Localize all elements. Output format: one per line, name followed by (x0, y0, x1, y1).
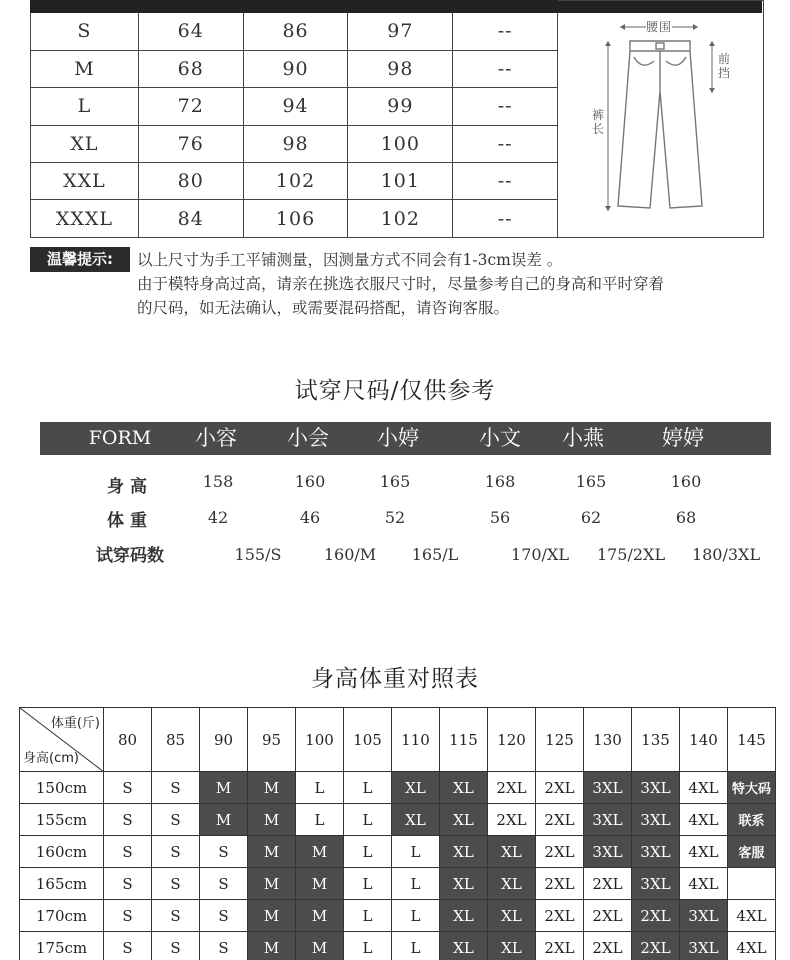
size-cell: L (392, 868, 440, 900)
row-label: 身高 (107, 477, 153, 497)
trial-row-weight (40, 506, 771, 534)
size-value: 106 (243, 200, 348, 238)
size-cell: 2XL (536, 836, 584, 868)
row-value: 42 (207, 508, 229, 527)
size-cell: S (104, 772, 152, 804)
size-cell: S (200, 836, 248, 868)
header-model: 小文 (479, 426, 521, 450)
size-cell: XL (440, 804, 488, 836)
row-value: 168 (484, 472, 516, 491)
size-cell: 3XL (584, 836, 632, 868)
size-value: -- (453, 50, 558, 87)
weight-header: 115 (440, 708, 488, 772)
size-cell: 2XL (536, 772, 584, 804)
size-value: 90 (243, 50, 348, 87)
size-cell: L (344, 804, 392, 836)
size-cell: S (152, 804, 200, 836)
size-cell: 2XL (632, 932, 680, 960)
size-label: S (31, 13, 139, 50)
size-value: 98 (348, 50, 453, 87)
size-cell: 2XL (488, 804, 536, 836)
size-value: 98 (243, 125, 348, 162)
row-value: 46 (299, 508, 321, 527)
height-label: 170cm (20, 900, 104, 932)
weight-header: 90 (200, 708, 248, 772)
tip-text (137, 248, 777, 320)
size-cell: 2XL (584, 932, 632, 960)
size-value: 68 (138, 50, 243, 87)
oversize-note: 联系 (728, 804, 776, 836)
size-cell: S (104, 900, 152, 932)
height-label: 175cm (20, 932, 104, 960)
size-value: 94 (243, 88, 348, 125)
hw-title: 身高体重对照表 (311, 666, 479, 692)
size-cell: S (152, 900, 200, 932)
row-value: 160 (670, 472, 702, 491)
trial-header-bar (40, 422, 771, 455)
pants-diagram (557, 1, 763, 238)
size-cell: XL (488, 932, 536, 960)
size-cell: 3XL (584, 772, 632, 804)
row-value: 165 (379, 472, 411, 491)
size-value: 72 (138, 88, 243, 125)
size-value: 76 (138, 125, 243, 162)
weight-header: 80 (104, 708, 152, 772)
size-cell: S (152, 772, 200, 804)
size-cell: XL (488, 836, 536, 868)
size-cell: 4XL (680, 836, 728, 868)
size-cell: M (248, 772, 296, 804)
size-cell: S (152, 932, 200, 960)
size-cell: XL (440, 836, 488, 868)
tip-line: 以上尺寸为手工平铺测量，因测量方式不同会有1-3cm误差 。 (137, 251, 563, 269)
size-cell: 3XL (632, 836, 680, 868)
size-cell: 2XL (536, 932, 584, 960)
size-value: 99 (348, 88, 453, 125)
front-rise-label: 前 挡 (717, 52, 731, 80)
row-value: 175/2XL (596, 545, 666, 564)
weight-header: 110 (392, 708, 440, 772)
size-cell: 3XL (632, 804, 680, 836)
size-cell: S (200, 900, 248, 932)
size-cell: 4XL (728, 900, 776, 932)
weight-header-row (20, 708, 776, 772)
size-cell: 3XL (680, 900, 728, 932)
size-cell: 3XL (632, 868, 680, 900)
size-value: 101 (348, 163, 453, 200)
size-value: 102 (348, 200, 453, 238)
size-label: XXL (31, 163, 139, 200)
table-row (20, 772, 776, 804)
size-cell: 2XL (584, 868, 632, 900)
size-cell: 2XL (536, 804, 584, 836)
header-model: 小婷 (377, 426, 419, 450)
table-row (20, 900, 776, 932)
size-cell: L (392, 932, 440, 960)
size-cell: L (344, 932, 392, 960)
size-cell: XL (440, 932, 488, 960)
waist-label: 腰围 (645, 20, 672, 34)
size-cell: S (104, 804, 152, 836)
size-cell: XL (392, 772, 440, 804)
size-value: 100 (348, 125, 453, 162)
size-cell: 3XL (680, 932, 728, 960)
weight-header: 105 (344, 708, 392, 772)
row-value: 165 (575, 472, 607, 491)
size-table (30, 0, 764, 236)
oversize-note: 客服 (728, 836, 776, 868)
size-cell (728, 868, 776, 900)
size-cell: L (392, 900, 440, 932)
table-row (20, 804, 776, 836)
size-cell: XL (440, 868, 488, 900)
weight-header: 120 (488, 708, 536, 772)
size-cell: 4XL (680, 868, 728, 900)
row-value: 165/L (411, 545, 459, 564)
size-cell: S (104, 932, 152, 960)
size-cell: M (296, 932, 344, 960)
tip-line: 由于模特身高过高，请亲在挑选衣服尺寸时，尽量参考自己的身高和平时穿着 (137, 275, 665, 293)
size-value: 102 (243, 163, 348, 200)
size-cell: S (104, 868, 152, 900)
table-row (20, 836, 776, 868)
tip-label: 温馨提示: (30, 247, 130, 272)
weight-header: 85 (152, 708, 200, 772)
row-value: 180/3XL (691, 545, 761, 564)
size-cell: M (248, 932, 296, 960)
trial-row-size (40, 541, 771, 569)
size-cell: XL (440, 772, 488, 804)
size-value: -- (453, 163, 558, 200)
size-cell: 2XL (536, 868, 584, 900)
row-value: 52 (384, 508, 406, 527)
size-cell: L (344, 836, 392, 868)
size-cell: 2XL (488, 772, 536, 804)
header-model: 婷婷 (662, 426, 704, 450)
size-cell: M (248, 836, 296, 868)
weight-header: 135 (632, 708, 680, 772)
row-value: 160 (294, 472, 326, 491)
weight-header: 100 (296, 708, 344, 772)
size-value: -- (453, 125, 558, 162)
size-cell: XL (488, 868, 536, 900)
size-cell: 3XL (584, 804, 632, 836)
size-value: -- (453, 13, 558, 50)
weight-header: 95 (248, 708, 296, 772)
trial-row-height (40, 472, 771, 500)
row-value: 170/XL (511, 545, 569, 564)
row-value: 56 (489, 508, 511, 527)
size-cell: S (200, 932, 248, 960)
row-label: 试穿码数 (96, 546, 164, 566)
row-value: 158 (202, 472, 234, 491)
trial-title: 试穿尺码/仅供参考 (294, 378, 496, 404)
size-table-header-strip (31, 1, 764, 13)
height-label: 165cm (20, 868, 104, 900)
size-value: 80 (138, 163, 243, 200)
size-value: 64 (138, 13, 243, 50)
size-cell: M (248, 804, 296, 836)
size-cell: 2XL (632, 900, 680, 932)
weight-header: 140 (680, 708, 728, 772)
size-cell: XL (488, 900, 536, 932)
size-value: 86 (243, 13, 348, 50)
size-cell: M (248, 900, 296, 932)
size-label: XXXL (31, 200, 139, 238)
size-cell: L (344, 900, 392, 932)
size-label: XL (31, 125, 139, 162)
size-value: 97 (348, 13, 453, 50)
size-cell: 2XL (584, 900, 632, 932)
row-value: 155/S (234, 545, 282, 564)
size-cell: 3XL (632, 772, 680, 804)
size-cell: S (152, 868, 200, 900)
size-cell: 4XL (680, 772, 728, 804)
size-cell: S (152, 836, 200, 868)
size-cell: L (392, 836, 440, 868)
row-value: 62 (580, 508, 602, 527)
header-model: 小会 (287, 426, 329, 450)
size-cell: XL (440, 900, 488, 932)
size-cell: XL (392, 804, 440, 836)
height-label: 160cm (20, 836, 104, 868)
row-value: 160/M (323, 545, 377, 564)
size-cell: M (296, 900, 344, 932)
weight-header: 130 (584, 708, 632, 772)
size-cell: L (296, 772, 344, 804)
length-label: 裤 长 (591, 108, 605, 136)
size-cell: M (200, 804, 248, 836)
height-label: 155cm (20, 804, 104, 836)
size-cell: L (344, 868, 392, 900)
header-model: 小燕 (562, 426, 604, 450)
tip-line: 的尺码，如无法确认，或需要混码搭配，请咨询客服。 (137, 299, 510, 317)
weight-header: 125 (536, 708, 584, 772)
table-row (20, 868, 776, 900)
row-value: 68 (675, 508, 697, 527)
corner-height-label: 身高(cm) (23, 751, 79, 766)
size-cell: M (296, 868, 344, 900)
oversize-note: 特大码 (728, 772, 776, 804)
size-value: 84 (138, 200, 243, 238)
table-row (20, 932, 776, 960)
size-cell: S (104, 836, 152, 868)
row-label: 体重 (107, 511, 153, 531)
size-cell: L (296, 804, 344, 836)
header-form: FORM (88, 427, 152, 449)
size-value: -- (453, 88, 558, 125)
size-cell: M (296, 836, 344, 868)
size-cell: 4XL (680, 804, 728, 836)
height-weight-table (19, 707, 776, 960)
header-model: 小容 (195, 426, 237, 450)
corner-weight-label: 体重(斤) (50, 716, 100, 731)
weight-header: 145 (728, 708, 776, 772)
size-label: M (31, 50, 139, 87)
size-cell: M (248, 868, 296, 900)
table-corner (20, 708, 104, 772)
size-cell: M (200, 772, 248, 804)
height-label: 150cm (20, 772, 104, 804)
size-cell: 2XL (536, 900, 584, 932)
size-cell: L (344, 772, 392, 804)
size-value: -- (453, 200, 558, 238)
size-cell: S (200, 868, 248, 900)
size-cell: 4XL (728, 932, 776, 960)
size-label: L (31, 88, 139, 125)
